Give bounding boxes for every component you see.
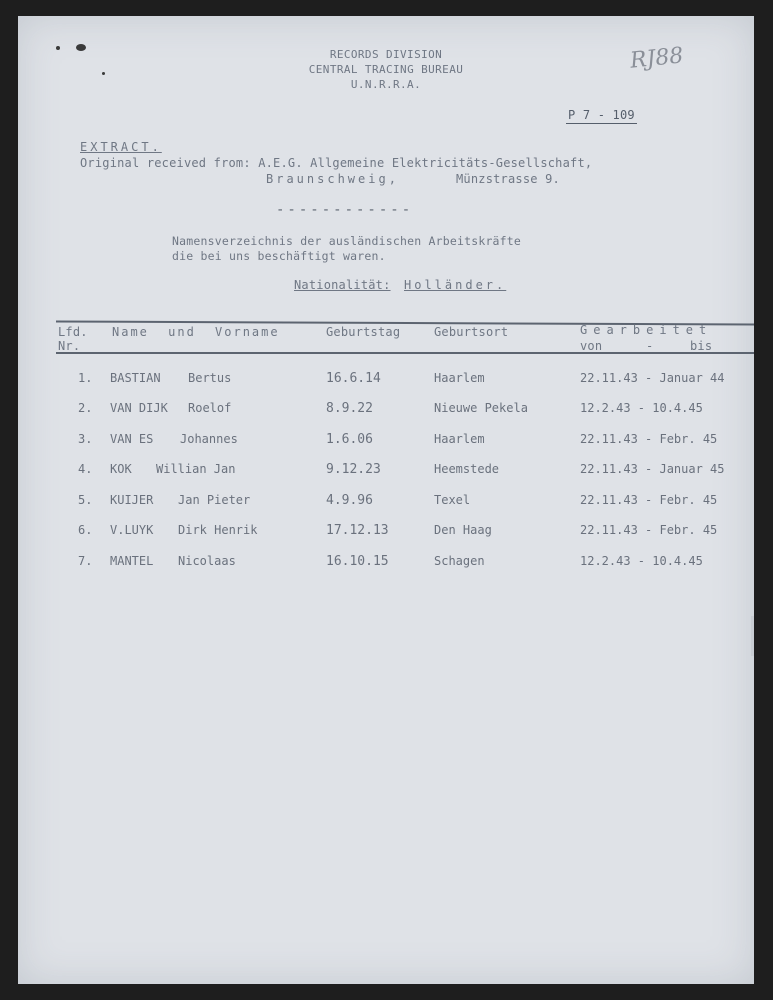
work-period: 22.11.43 - Januar 44: [580, 371, 725, 385]
col-birthplace-header: Geburtsort: [434, 325, 509, 339]
birthdate: 4.9.96: [326, 493, 373, 508]
surname: KUIJER: [110, 493, 154, 507]
row-number: 3.: [78, 432, 93, 446]
row-number: 1.: [78, 371, 93, 385]
surname: VAN DIJK: [110, 401, 168, 415]
row-number: 4.: [78, 462, 93, 476]
row-number: 5.: [78, 493, 93, 507]
birthdate: 9.12.23: [326, 462, 381, 477]
birthdate: 17.12.13: [326, 523, 389, 538]
table-row: [18, 493, 754, 513]
table-row: [18, 401, 754, 421]
work-period: 22.11.43 - Januar 45: [580, 462, 725, 476]
col-dash-header: -: [646, 339, 654, 353]
firstname: Nicolaas: [178, 554, 236, 568]
intro-line-1: Namensverzeichnis der ausländischen Arbeitskräfte: [172, 234, 522, 248]
row-number: 7.: [78, 554, 93, 568]
surname: V.LUYK: [110, 523, 154, 537]
birthdate: 1.6.06: [326, 432, 373, 447]
firstname: Dirk Henrik: [178, 523, 258, 537]
birthplace: Haarlem: [434, 432, 485, 446]
city-name: Braunschweig,: [266, 172, 399, 186]
birthplace: Den Haag: [434, 523, 492, 537]
table-row: [18, 462, 754, 482]
birthdate: 16.10.15: [326, 554, 389, 569]
birthplace: Schagen: [434, 554, 485, 568]
reference-number: P 7 - 109: [568, 108, 635, 122]
col-name-header: Name und Vorname: [112, 325, 280, 339]
street-address: Münzstrasse 9.: [456, 172, 560, 186]
firstname: Johannes: [180, 432, 238, 446]
table-row: [18, 371, 754, 391]
col-lfd-header: Lfd.: [58, 325, 88, 339]
document-page: [18, 16, 754, 984]
col-from-header: von: [580, 339, 603, 353]
row-number: 6.: [78, 523, 93, 537]
birthplace: Nieuwe Pekela: [434, 401, 528, 415]
header-unrra: U.N.R.R.A.: [350, 78, 422, 91]
header-bureau: CENTRAL TRACING BUREAU: [308, 63, 464, 76]
intro-line-2: die bei uns beschäftigt waren.: [172, 249, 386, 263]
surname: MANTEL: [110, 554, 154, 568]
separator-dashes: ------------: [276, 202, 414, 218]
table-row: [18, 523, 754, 543]
surname: VAN ES: [110, 432, 154, 446]
table-row: [18, 432, 754, 452]
table-row: [18, 554, 754, 574]
header-division: RECORDS DIVISION: [329, 48, 443, 61]
surname: BASTIAN: [110, 371, 161, 385]
firstname: Jan Pieter: [178, 493, 251, 507]
firstname: Willian Jan: [156, 462, 236, 476]
birthdate: 16.6.14: [326, 371, 381, 386]
work-period: 22.11.43 - Febr. 45: [580, 432, 718, 446]
birthplace: Heemstede: [434, 462, 500, 476]
nationality-value: Holländer.: [404, 278, 507, 292]
col-nr-header: Nr.: [58, 339, 81, 353]
firstname: Bertus: [188, 371, 232, 385]
received-from-line: Original received from: A.E.G. Allgemeine Elektricitäts-Gesellschaft,: [80, 156, 593, 170]
col-birthdate-header: Geburtstag: [326, 325, 401, 339]
paper-edge-wear: [751, 616, 754, 656]
handwritten-note: RJ88: [628, 43, 685, 74]
col-to-header: bis: [690, 339, 713, 353]
birthplace: Haarlem: [434, 371, 485, 385]
work-period: 12.2.43 - 10.4.45: [580, 554, 703, 568]
extract-title: EXTRACT.: [80, 140, 162, 154]
work-period: 22.11.43 - Febr. 45: [580, 493, 718, 507]
birthplace: Texel: [434, 493, 471, 507]
firstname: Roelof: [188, 401, 232, 415]
work-period: 22.11.43 - Febr. 45: [580, 523, 718, 537]
birthdate: 8.9.22: [326, 401, 373, 416]
work-period: 12.2.43 - 10.4.45: [580, 401, 703, 415]
nationality-label: Nationalität:: [294, 278, 391, 292]
row-number: 2.: [78, 401, 93, 415]
col-worked-header: Gearbeitet: [580, 323, 713, 337]
surname: KOK: [110, 462, 132, 476]
